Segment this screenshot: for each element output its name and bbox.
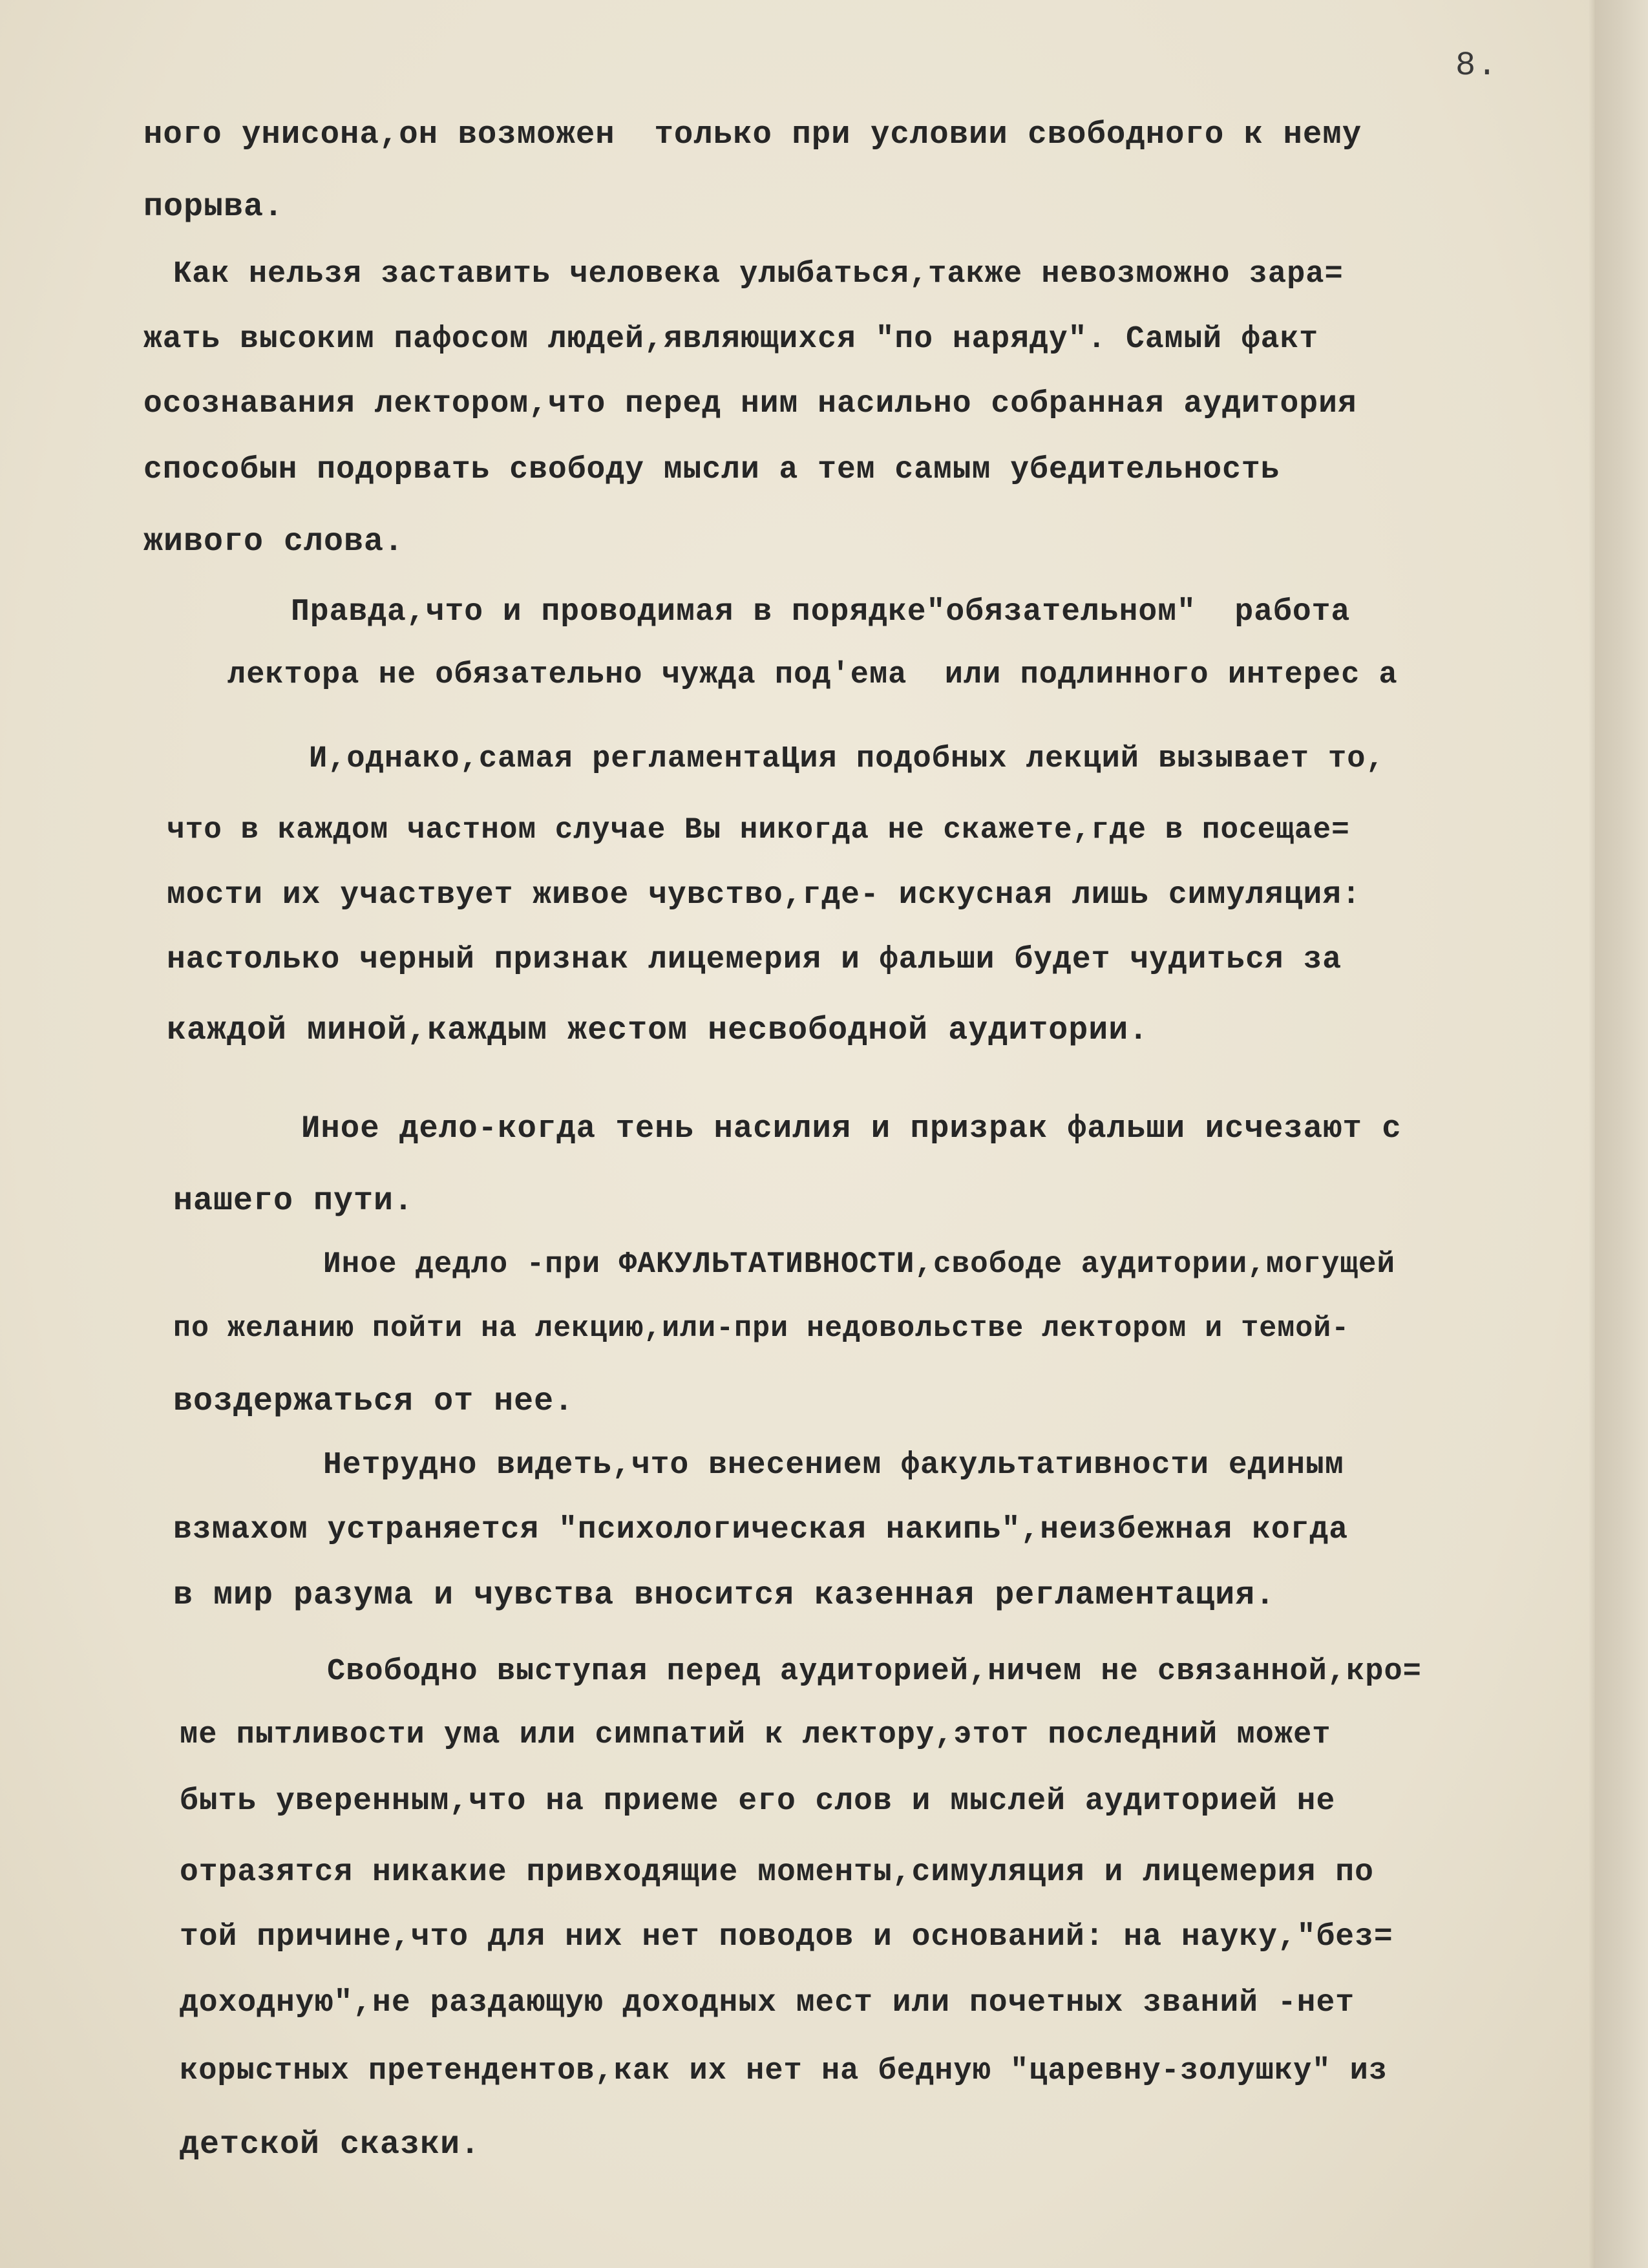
text-line: Иное дедло -при ФАКУЛЬТАТИВНОСТИ,свободе аудитории,могущей — [323, 1247, 1396, 1281]
text-line: Иное дело-когда тень насилия и призрак фальши исчезают с — [301, 1110, 1402, 1147]
text-line: корыстных претендентов,как их нет на бедную "царевну-золушку" из — [180, 2054, 1388, 2088]
text-line: детской сказки. — [180, 2126, 481, 2163]
text-line: лектора не обязательно чужда под'ема или подлинного интерес а — [227, 658, 1398, 692]
text-line: воздержаться от нее. — [173, 1383, 575, 1420]
text-line: мости их участвует живое чувство,где- искусная лишь симуляция: — [167, 878, 1361, 913]
text-line: живого слова. — [143, 524, 405, 560]
text-line: осознавания лектором,что перед ним насильно собранная аудитория — [143, 387, 1357, 421]
text-line: что в каждом частном случае Вы никогда не скажете,где в посещае= — [167, 813, 1350, 847]
text-line: Свободно выступая перед аудиторией,ничем не связанной,кро= — [327, 1655, 1422, 1689]
text-line: Нетрудно видеть,что внесением факультативности единым — [323, 1448, 1344, 1483]
text-line: И,однако,самая регламентаЦия подобных лекций вызывает то, — [309, 742, 1385, 776]
text-line: отразятся никакие привходящие моменты,симуляция и лицемерия по — [180, 1855, 1374, 1890]
text-line: взмахом устраняется "психологическая накипь",неизбежная когда — [173, 1512, 1349, 1547]
text-line: быть уверенным,что на приеме его слов и мыслей аудиторией не — [180, 1784, 1336, 1819]
paper-edge — [1595, 0, 1648, 2268]
text-line: нашего пути. — [173, 1183, 414, 1220]
text-line: по желанию пойти на лекцию,или-при недовольстве лектором и темой- — [173, 1312, 1350, 1345]
text-line: доходную",не раздающую доходных мест или почетных званий -нет — [180, 1986, 1355, 2020]
text-line: Правда,что и проводимая в порядке"обязательном" работа — [291, 595, 1351, 630]
text-line: в мир разума и чувства вносится казенная регламентация. — [173, 1577, 1276, 1614]
page-number: 8. — [1455, 47, 1499, 85]
text-line: ме пытливости ума или симпатий к лектору,этот последний может — [180, 1718, 1331, 1752]
text-line: жать высоким пафосом людей,являющихся "по наряду". Самый факт — [143, 322, 1319, 357]
text-line: порыва. — [143, 189, 284, 226]
text-line: Как нельзя заставить человека улыбаться,также невозможно зара= — [173, 257, 1344, 291]
text-line: способын подорвать свободу мысли а тем самым убедительность — [143, 452, 1280, 487]
text-line: каждой миной,каждым жестом несвободной аудитории. — [167, 1012, 1149, 1049]
text-line: настолько черный признак лицемерия и фальши будет чудиться за — [167, 942, 1342, 977]
text-line: ного унисона,он возможен только при условии свободного к нему — [143, 116, 1362, 153]
text-line: той причине,что для них нет поводов и оснований: на науку,"без= — [180, 1920, 1393, 1955]
